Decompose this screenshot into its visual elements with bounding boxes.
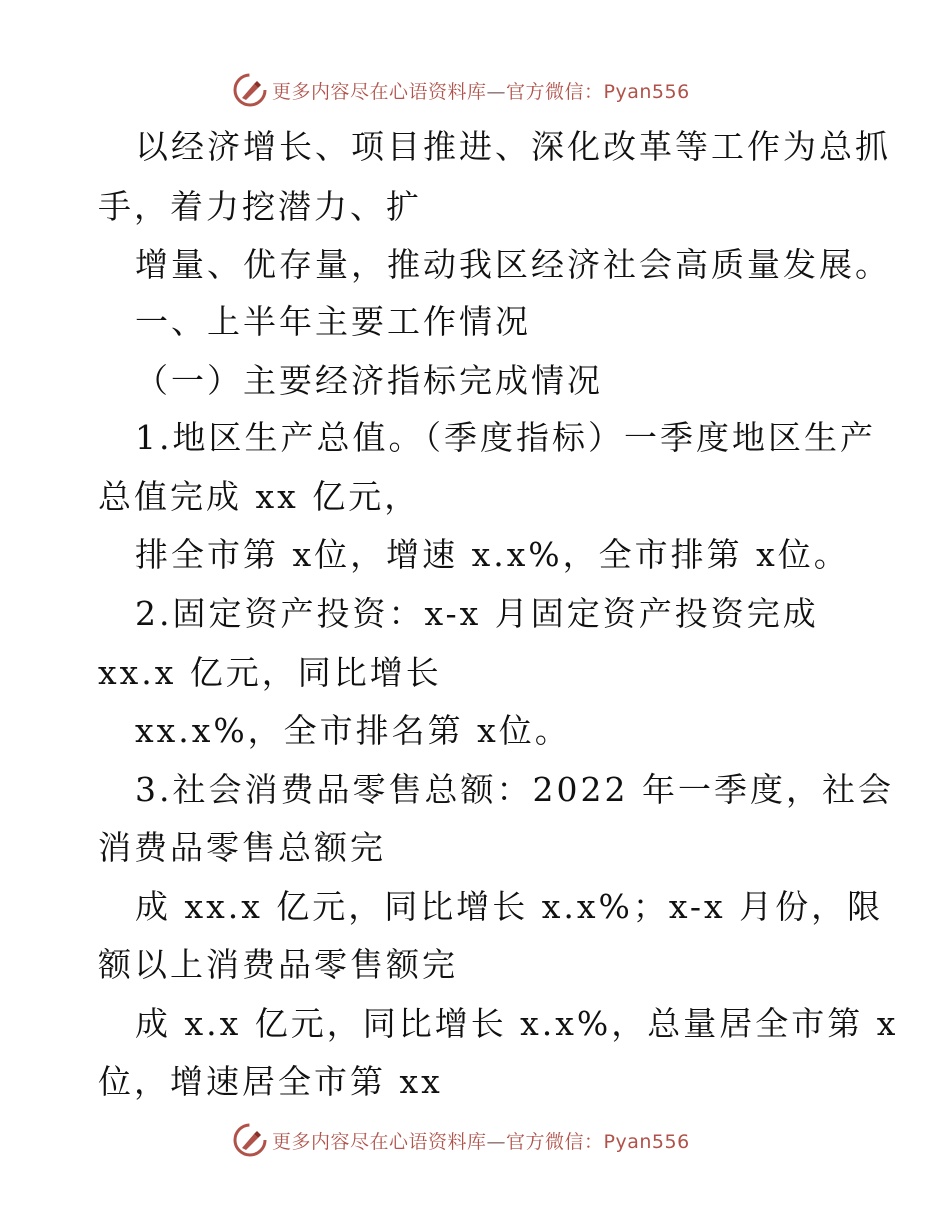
paragraph-line: 2.固定资产投资：x-x 月固定资产投资完成 [135,594,819,633]
footer-banner-text [272,1127,690,1154]
paragraph-line: xx.x%，全市排名第 x位。 [135,711,571,750]
paragraph-line: 以经济增长、项目推进、深化改革等工作为总抓 [135,127,891,166]
header-banner-main: 更多内容尽在心语资料库 [272,80,487,103]
paragraph-line: 消费品零售总额完 [98,828,386,867]
paragraph-line: 3.社会消费品零售总额：2022 年一季度，社会 [135,770,894,809]
footer-banner-main: 更多内容尽在心语资料库 [272,1130,487,1153]
paragraph-line: 额以上消费品零售额完 [98,945,458,984]
header-banner-text [272,77,690,104]
section-heading: 一、上半年主要工作情况 [135,302,531,341]
footer-banner-dash: — [486,1130,507,1153]
paragraph-line: 成 x.x 亿元，同比增长 x.x%，总量居全市第 x [135,1004,899,1043]
footer-banner-account: 官方微信：Pyan556 [506,1130,690,1153]
paragraph-line: 总值完成 xx 亿元， [98,477,421,516]
header-banner-dash: — [486,80,507,103]
paragraph-line: 位，增速居全市第 xx [98,1062,443,1101]
paragraph-line: 排全市第 x位，增速 x.x%，全市排第 x位。 [135,535,850,574]
paragraph-line: xx.x 亿元，同比增长 [98,653,442,692]
footer-banner [232,1120,690,1160]
paragraph-line: 手，着力挖潜力、扩 [98,187,422,226]
subsection-heading: （一）主要经济指标完成情况 [135,361,603,400]
header-banner [232,70,690,110]
pen-nib-logo-icon [232,1122,268,1158]
paragraph-line: 1.地区生产总值。（季度指标）一季度地区生产 [135,418,876,457]
header-banner-account: 官方微信：Pyan556 [506,80,690,103]
paragraph-line: 成 xx.x 亿元，同比增长 x.x%；x-x 月份，限 [135,887,884,926]
paragraph-line: 增量、优存量，推动我区经济社会高质量发展。 [135,245,891,284]
pen-nib-logo-icon [232,72,268,108]
